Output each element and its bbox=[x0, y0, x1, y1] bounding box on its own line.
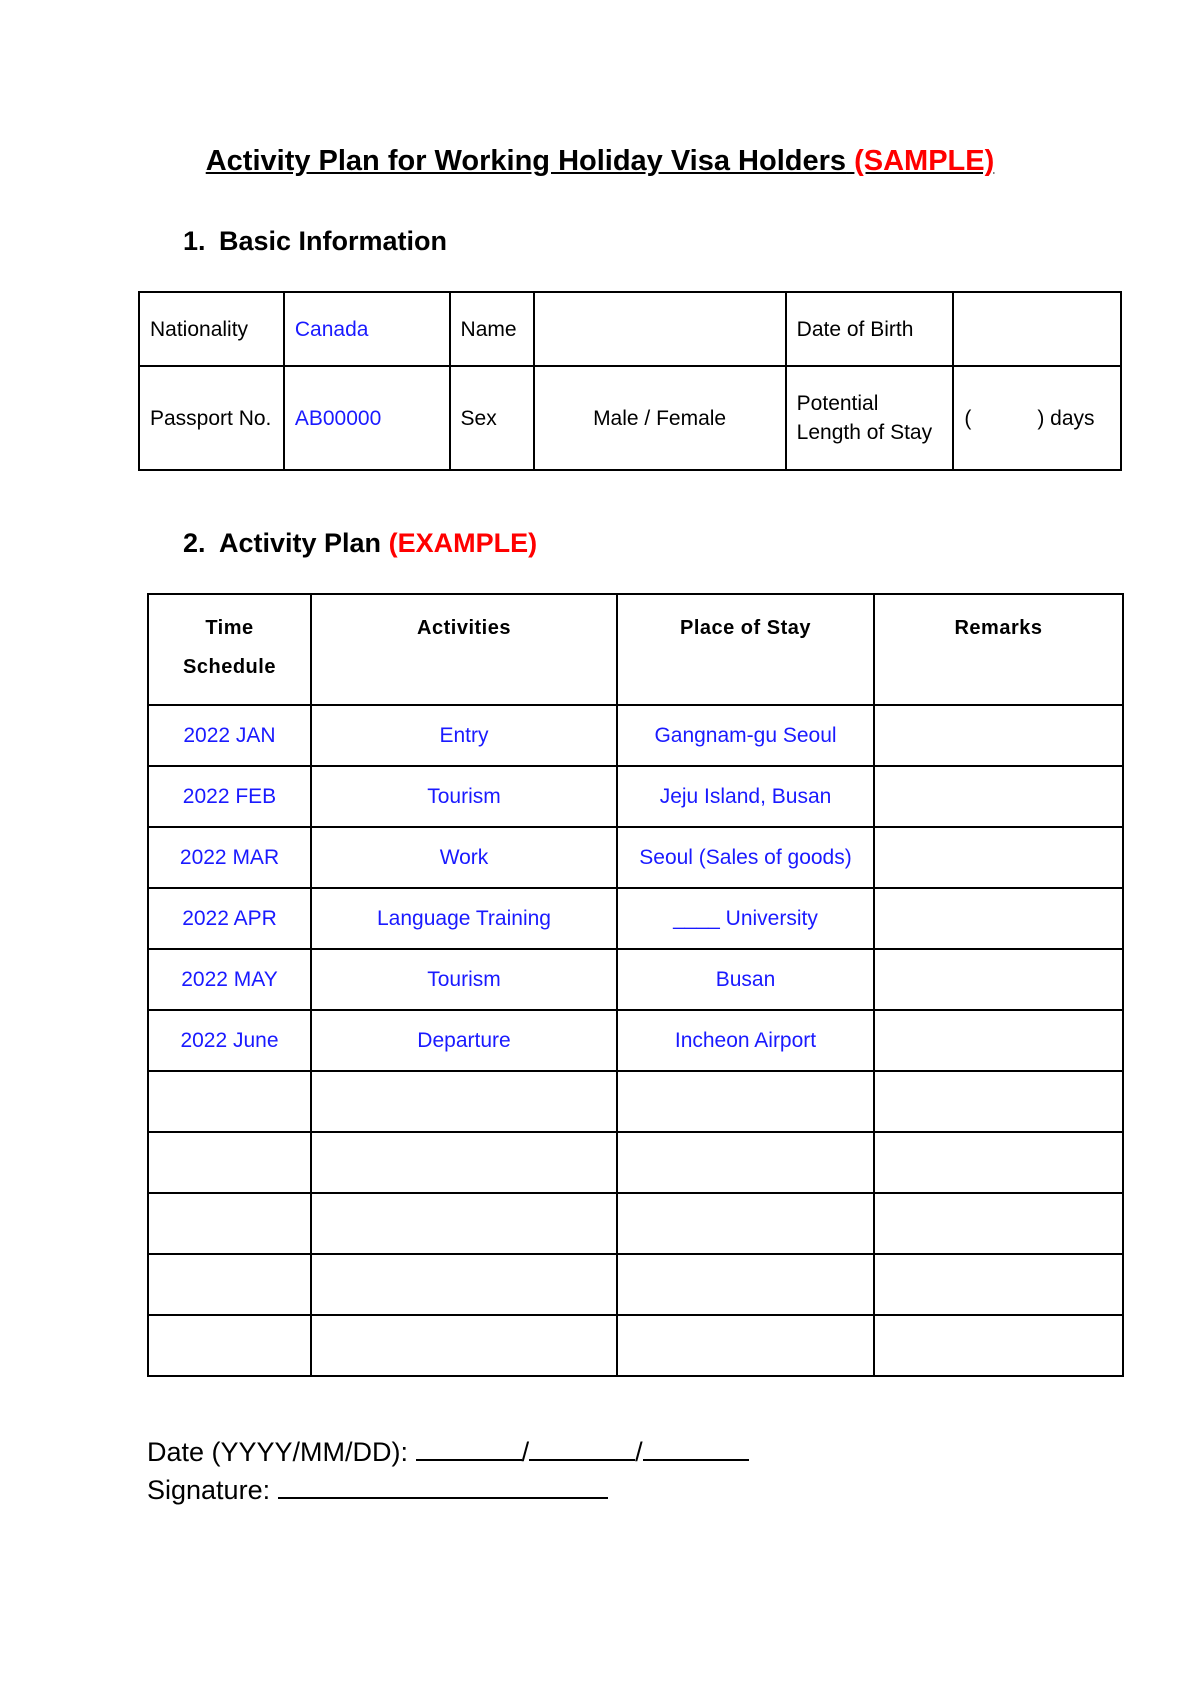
sex-field[interactable]: Male / Female bbox=[534, 366, 786, 470]
nationality-label: Nationality bbox=[139, 292, 284, 366]
date-year-field[interactable] bbox=[416, 1437, 522, 1461]
time-schedule-cell[interactable] bbox=[148, 1071, 311, 1132]
table-row bbox=[148, 1193, 1123, 1254]
basic-information-table bbox=[138, 291, 1122, 471]
place-of-stay-cell[interactable] bbox=[617, 1193, 874, 1254]
basic-info-row bbox=[139, 366, 1121, 470]
remarks-cell[interactable] bbox=[874, 1010, 1123, 1071]
time-schedule-cell[interactable] bbox=[148, 1315, 311, 1376]
table-header-row bbox=[148, 594, 1123, 705]
table-row bbox=[148, 705, 1123, 766]
page-title bbox=[0, 145, 1200, 178]
remarks-cell[interactable] bbox=[874, 1315, 1123, 1376]
date-day-field[interactable] bbox=[643, 1437, 749, 1461]
nationality-field[interactable]: Canada bbox=[284, 292, 450, 366]
place-of-stay-cell[interactable]: Incheon Airport bbox=[617, 1010, 874, 1071]
place-of-stay-cell[interactable]: Seoul (Sales of goods) bbox=[617, 827, 874, 888]
time-schedule-cell[interactable] bbox=[148, 1193, 311, 1254]
place-of-stay-cell[interactable]: ____ University bbox=[617, 888, 874, 949]
name-field[interactable] bbox=[534, 292, 786, 366]
table-row bbox=[148, 888, 1123, 949]
remarks-cell[interactable] bbox=[874, 888, 1123, 949]
stay-open-paren: ( bbox=[964, 406, 972, 430]
table-row bbox=[148, 827, 1123, 888]
remarks-cell[interactable] bbox=[874, 1254, 1123, 1315]
section-number: 2. bbox=[183, 528, 206, 558]
signature-label: Signature: bbox=[147, 1475, 271, 1505]
section-heading-basic-information bbox=[183, 226, 447, 257]
time-schedule-cell[interactable]: 2022 FEB bbox=[148, 766, 311, 827]
activity-cell[interactable]: Tourism bbox=[311, 766, 617, 827]
section-heading-activity-plan bbox=[183, 528, 537, 559]
date-separator: / bbox=[521, 1437, 530, 1467]
activity-cell[interactable] bbox=[311, 1193, 617, 1254]
remarks-cell[interactable] bbox=[874, 949, 1123, 1010]
stay-days-suffix: ) days bbox=[1037, 406, 1095, 430]
table-row bbox=[148, 1071, 1123, 1132]
title-main: Activity Plan for Working Holiday Visa Holders bbox=[205, 145, 847, 177]
remarks-cell[interactable] bbox=[874, 827, 1123, 888]
place-of-stay-cell[interactable]: Jeju Island, Busan bbox=[617, 766, 874, 827]
time-schedule-cell[interactable]: 2022 June bbox=[148, 1010, 311, 1071]
place-of-stay-cell[interactable] bbox=[617, 1254, 874, 1315]
passport-field[interactable]: AB00000 bbox=[284, 366, 450, 470]
place-of-stay-cell[interactable] bbox=[617, 1315, 874, 1376]
place-of-stay-cell[interactable]: Busan bbox=[617, 949, 874, 1010]
date-line bbox=[147, 1437, 749, 1468]
place-of-stay-cell[interactable]: Gangnam-gu Seoul bbox=[617, 705, 874, 766]
activity-plan-table bbox=[147, 593, 1124, 1377]
section-label: Activity Plan bbox=[219, 528, 382, 558]
activity-cell[interactable] bbox=[311, 1315, 617, 1376]
signature-line bbox=[147, 1475, 608, 1506]
name-label: Name bbox=[450, 292, 534, 366]
table-row bbox=[148, 1132, 1123, 1193]
length-of-stay-label: Potential Length of Stay bbox=[786, 366, 954, 470]
date-label: Date (YYYY/MM/DD): bbox=[147, 1437, 409, 1467]
length-of-stay-field[interactable] bbox=[953, 366, 1121, 470]
table-row bbox=[148, 1010, 1123, 1071]
activity-cell[interactable] bbox=[311, 1071, 617, 1132]
header-activities: Activities bbox=[311, 594, 617, 705]
section-label: Basic Information bbox=[219, 226, 448, 256]
time-schedule-cell[interactable]: 2022 APR bbox=[148, 888, 311, 949]
time-schedule-cell[interactable] bbox=[148, 1254, 311, 1315]
activity-cell[interactable]: Language Training bbox=[311, 888, 617, 949]
basic-info-row bbox=[139, 292, 1121, 366]
date-separator: / bbox=[635, 1437, 643, 1467]
place-of-stay-cell[interactable] bbox=[617, 1132, 874, 1193]
section-number: 1. bbox=[183, 226, 206, 256]
date-month-field[interactable] bbox=[529, 1437, 635, 1461]
header-place-of-stay: Place of Stay bbox=[617, 594, 874, 705]
header-time-line1: Time bbox=[205, 617, 254, 639]
date-of-birth-field[interactable] bbox=[953, 292, 1121, 366]
activity-cell[interactable] bbox=[311, 1132, 617, 1193]
remarks-cell[interactable] bbox=[874, 766, 1123, 827]
header-time-schedule bbox=[148, 594, 311, 705]
activity-cell[interactable]: Entry bbox=[311, 705, 617, 766]
time-schedule-cell[interactable] bbox=[148, 1132, 311, 1193]
time-schedule-cell[interactable]: 2022 JAN bbox=[148, 705, 311, 766]
activity-cell[interactable] bbox=[311, 1254, 617, 1315]
table-row bbox=[148, 949, 1123, 1010]
remarks-cell[interactable] bbox=[874, 1071, 1123, 1132]
date-of-birth-label: Date of Birth bbox=[786, 292, 954, 366]
header-remarks: Remarks bbox=[874, 594, 1123, 705]
activity-cell[interactable]: Work bbox=[311, 827, 617, 888]
passport-label: Passport No. bbox=[139, 366, 284, 470]
table-row bbox=[148, 1254, 1123, 1315]
remarks-cell[interactable] bbox=[874, 1132, 1123, 1193]
remarks-cell[interactable] bbox=[874, 1193, 1123, 1254]
table-row bbox=[148, 766, 1123, 827]
header-time-line2: Schedule bbox=[183, 656, 276, 678]
signature-field[interactable] bbox=[278, 1475, 608, 1499]
place-of-stay-cell[interactable] bbox=[617, 1071, 874, 1132]
activity-cell[interactable]: Tourism bbox=[311, 949, 617, 1010]
table-row bbox=[148, 1315, 1123, 1376]
section-example-tag: (EXAMPLE) bbox=[388, 528, 538, 558]
activity-cell[interactable]: Departure bbox=[311, 1010, 617, 1071]
remarks-cell[interactable] bbox=[874, 705, 1123, 766]
time-schedule-cell[interactable]: 2022 MAY bbox=[148, 949, 311, 1010]
title-sample-tag: (SAMPLE) bbox=[854, 145, 995, 177]
sex-label: Sex bbox=[450, 366, 534, 470]
time-schedule-cell[interactable]: 2022 MAR bbox=[148, 827, 311, 888]
